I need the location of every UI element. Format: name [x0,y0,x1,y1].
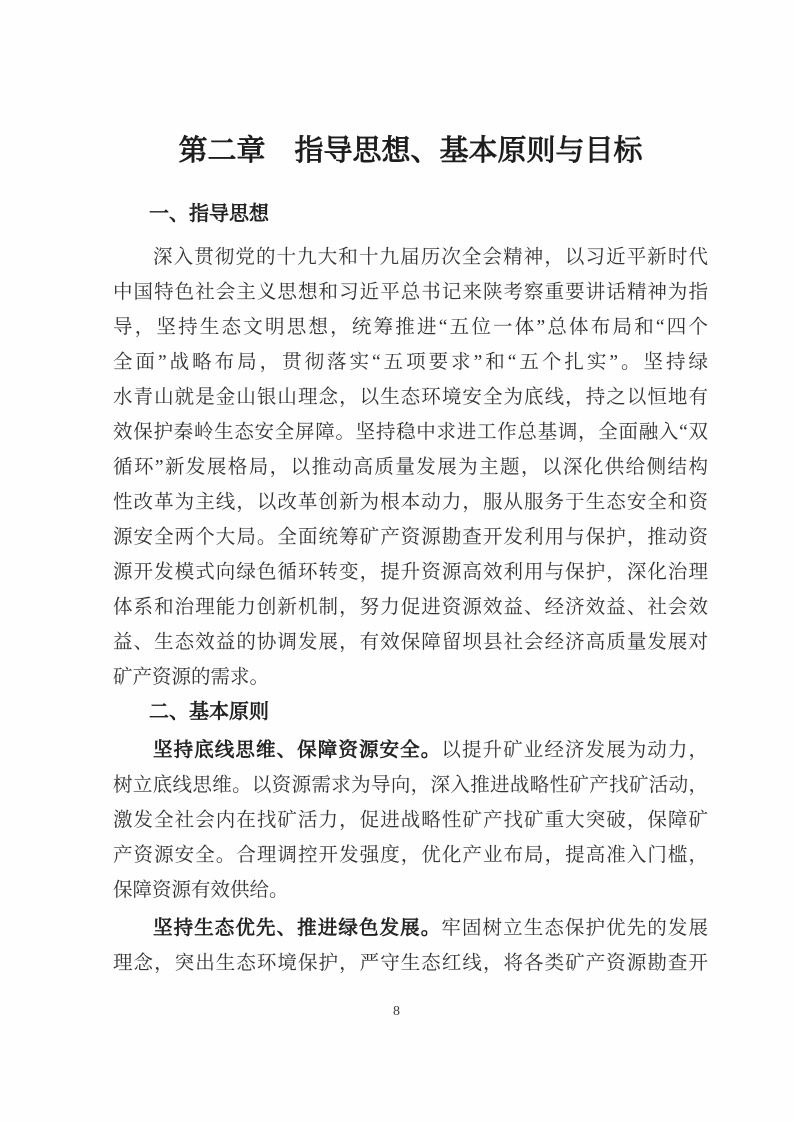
page-number: 8 [393,1004,400,1019]
paragraph [113,911,708,981]
text-segment: 水青山就是金山银山理念，以生态环境安全为底线，持之以恒地有 [113,387,708,408]
text-line [113,803,708,838]
text-line [113,240,708,275]
text-line [113,946,708,981]
text-line [113,733,708,768]
text-line [113,660,708,695]
text-segment: 效保护秦岭生态安全屏障。坚持稳中求进工作总基调，全面融入“双 [113,422,708,443]
bold-lead-phrase: 坚持生态优先、推进绿色发展。 [153,918,442,939]
text-segment: 产资源安全。合理调控开发强度，优化产业布局，提高准入门槛， [113,845,708,866]
text-line [113,380,708,415]
text-segment: 深入贯彻党的十九大和十九届历次全会精神，以习近平新时代 [153,247,708,268]
chapter-title: 第二章 指导思想、基本原则与目标 [178,135,643,167]
text-line [113,768,708,803]
text-line [113,911,708,946]
text-line [113,555,708,590]
bold-lead-phrase: 坚持底线思维、保障资源安全。 [153,740,442,761]
text-segment: 树立底线思维。以资源需求为导向，深入推进战略性矿产找矿活动， [113,775,708,796]
text-line [113,520,708,555]
text-segment: 循环”新发展格局，以推动高质量发展为主题，以深化供给侧结构 [113,457,708,478]
text-segment: 全面”战略布局，贯彻落实“五项要求”和“五个扎实”。坚持绿 [113,352,708,373]
section-heading: 一、指导思想 [149,203,269,225]
text-line [113,345,708,380]
text-segment: 理念，突出生态环境保护，严守生态红线，将各类矿产资源勘查开 [113,953,708,974]
text-line [113,838,708,873]
text-line [113,450,708,485]
text-line [113,275,708,310]
text-segment: 导，坚持生态文明思想，统筹推进“五位一体”总体布局和“四个 [113,317,708,338]
text-segment: 源安全两个大局。全面统筹矿产资源勘查开发利用与保护，推动资 [113,527,708,548]
paragraph [113,240,708,695]
text-line [113,415,708,450]
text-segment: 激发全社会内在找矿活力，促进战略性矿产找矿重大突破，保障矿 [113,810,708,831]
text-segment: 牢固树立生态保护优先的发展 [441,918,708,939]
text-segment: 以提升矿业经济发展为动力， [441,740,708,761]
text-line [113,873,708,908]
text-segment: 体系和治理能力创新机制，努力促进资源效益、经济效益、社会效 [113,597,708,618]
text-segment: 性改革为主线，以改革创新为根本动力，服从服务于生态安全和资 [113,492,708,513]
text-line [113,625,708,660]
paragraph [113,733,708,908]
text-line [113,310,708,345]
text-line [113,485,708,520]
text-segment: 源开发模式向绿色循环转变，提升资源高效利用与保护，深化治理 [113,562,708,583]
document-content [113,130,708,981]
text-segment: 益、生态效益的协调发展，有效保障留坝县社会经济高质量发展对 [113,632,708,653]
text-segment: 矿产资源的需求。 [113,667,270,688]
section-heading: 二、基本原则 [149,701,269,723]
text-line [113,590,708,625]
text-segment: 保障资源有效供给。 [113,880,289,901]
text-segment: 中国特色社会主义思想和习近平总书记来陕考察重要讲话精神为指 [113,282,708,303]
